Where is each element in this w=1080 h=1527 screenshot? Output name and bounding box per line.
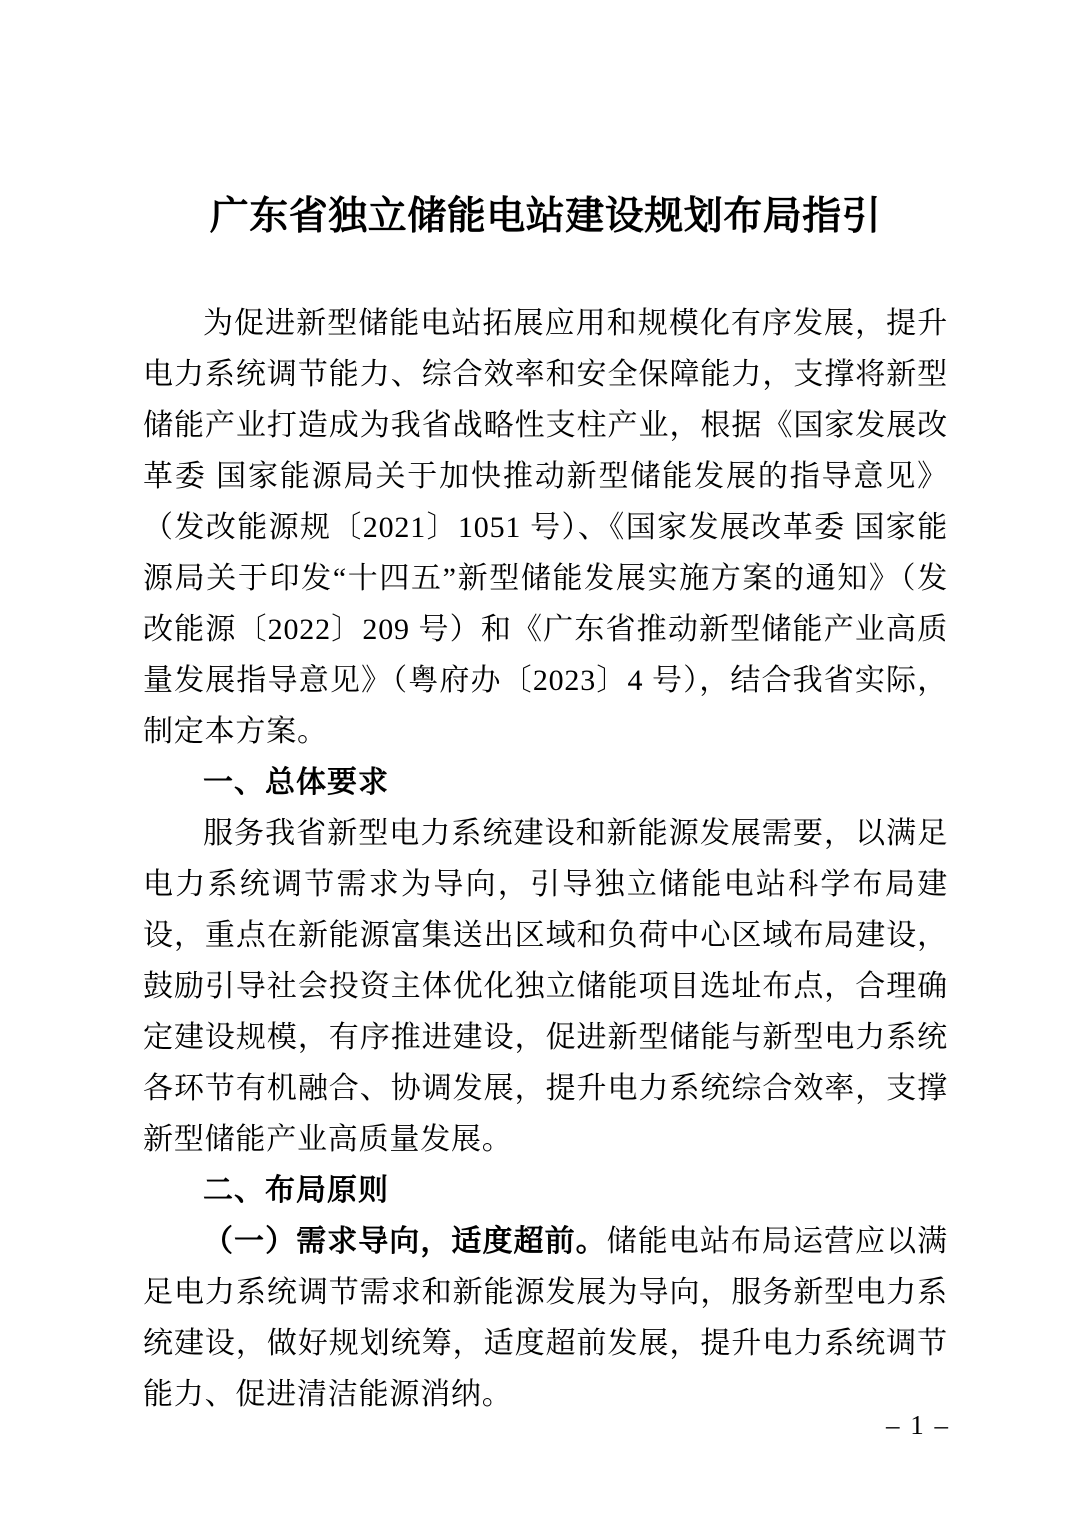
- section-2-heading: 二、布局原则: [203, 1174, 389, 1207]
- section-2-item-1: [143, 1216, 948, 1420]
- section-2-item-1-body: 储能电站布局运营应以满足电力系统调节需求和新能源发展为导向，服务新型电力系统建设，做好规划统筹，适度超前发展，提升电力系统调节能力、促进清洁能源消纳。: [143, 1225, 948, 1411]
- intro-paragraph: 为促进新型储能电站拓展应用和规模化有序发展，提升电力系统调节能力、综合效率和安全保障能力，支撑将新型储能产业打造成为我省战略性支柱产业，根据《国家发展改革委 国家能源局关于加快推动新型储能发展的指导意见》（发改能源规〔2021〕1051 号）、《国家发展改革委 国家能源局关于印发“十四五”新型储能发展实施方案的通知》（发改能源〔2022〕209 号）和《广东省推动新型储能产业高质量发展指导意见》（粤府办〔2023〕4 号），结合我省实际，制定本方案。: [143, 307, 948, 748]
- section-2-item-1-lead: （一）需求导向，适度超前。: [203, 1225, 607, 1258]
- section-1-paragraph: 服务我省新型电力系统建设和新能源发展需要，以满足电力系统调节需求为导向，引导独立储能电站科学布局建设，重点在新能源富集送出区域和负荷中心区域布局建设，鼓励引导社会投资主体优化独立储能项目选址布点，合理确定建设规模，有序推进建设，促进新型储能与新型电力系统各环节有机融合、协调发展，提升电力系统综合效率，支撑新型储能产业高质量发展。: [143, 817, 948, 1156]
- document-content: [143, 0, 948, 1420]
- document-title: 广东省独立储能电站建设规划布局指引: [209, 195, 882, 238]
- page-number: – 1 –: [886, 1410, 950, 1440]
- section-1-heading: 一、总体要求: [203, 766, 389, 799]
